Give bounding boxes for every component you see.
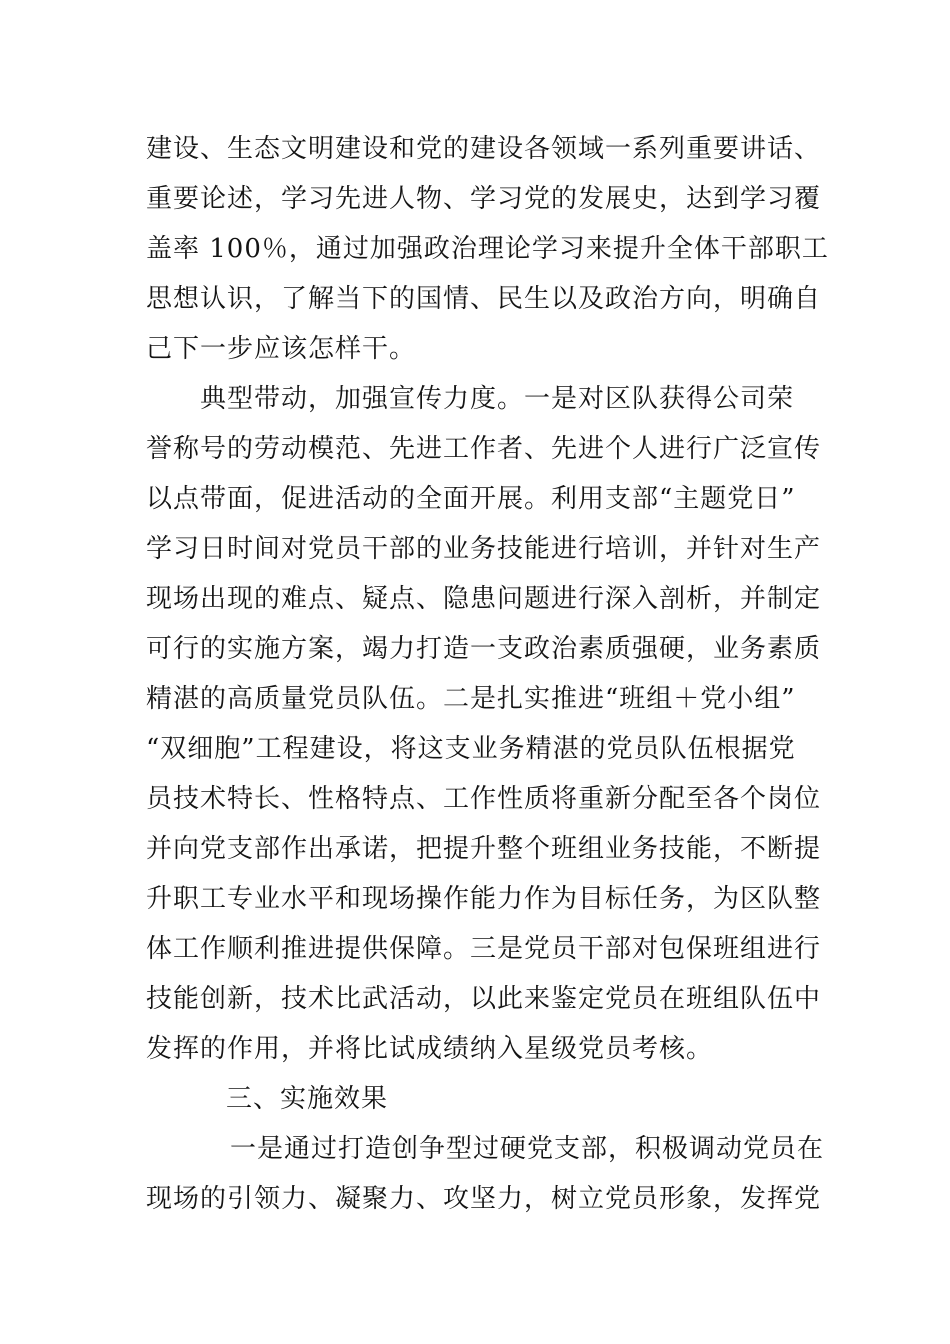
section-heading: 三、实施效果 [226,1084,389,1114]
text-line: 盖率 100％，通过加强政治理论学习来提升全体干部职工 [146,234,829,264]
text-line: 思想认识，了解当下的国情、民生以及政治方向，明确自 [146,284,822,314]
text-line: 现场的引领力、凝聚力、攻坚力，树立党员形象，发挥党 [146,1184,822,1214]
text-line: 体工作顺利推进提供保障。三是党员干部对包保班组进行 [146,934,822,964]
text-line: 技能创新，技术比武活动，以此来鉴定党员在班组队伍中 [146,984,822,1014]
text-line: 可行的实施方案，竭力打造一支政治素质强硬，业务素质 [146,634,822,664]
text-line: 建设、生态文明建设和党的建设各领域一系列重要讲话、 [146,134,822,164]
text-line: 现场出现的难点、疑点、隐患问题进行深入剖析，并制定 [146,584,822,614]
text-line: 发挥的作用，并将比试成绩纳入星级党员考核。 [146,1034,714,1064]
text-line: 重要论述，学习先进人物、学习党的发展史，达到学习覆 [146,184,822,214]
text-line: 升职工专业水平和现场操作能力作为目标任务，为区队整 [146,884,822,914]
text-line: 誉称号的劳动模范、先进工作者、先进个人进行广泛宣传 [146,434,822,464]
text-line: 员技术特长、性格特点、工作性质将重新分配至各个岗位 [146,784,822,814]
text-line: 精湛的高质量党员队伍。二是扎实推进“班组＋党小组” [146,684,796,714]
text-line: 以点带面，促进活动的全面开展。利用支部“主题党日” [146,484,796,514]
text-line: “双细胞”工程建设，将这支业务精湛的党员队伍根据党 [146,734,796,764]
paragraph-heading-line: 典型带动，加强宣传力度。一是对区队获得公司荣 [200,384,795,414]
text-line: 己下一步应该怎样干。 [146,334,417,364]
text-line: 一是通过打造创争型过硬党支部，积极调动党员在 [230,1134,825,1164]
text-line: 学习日时间对党员干部的业务技能进行培训，并针对生产 [146,534,822,564]
text-line: 并向党支部作出承诺，把提升整个班组业务技能，不断提 [146,834,822,864]
